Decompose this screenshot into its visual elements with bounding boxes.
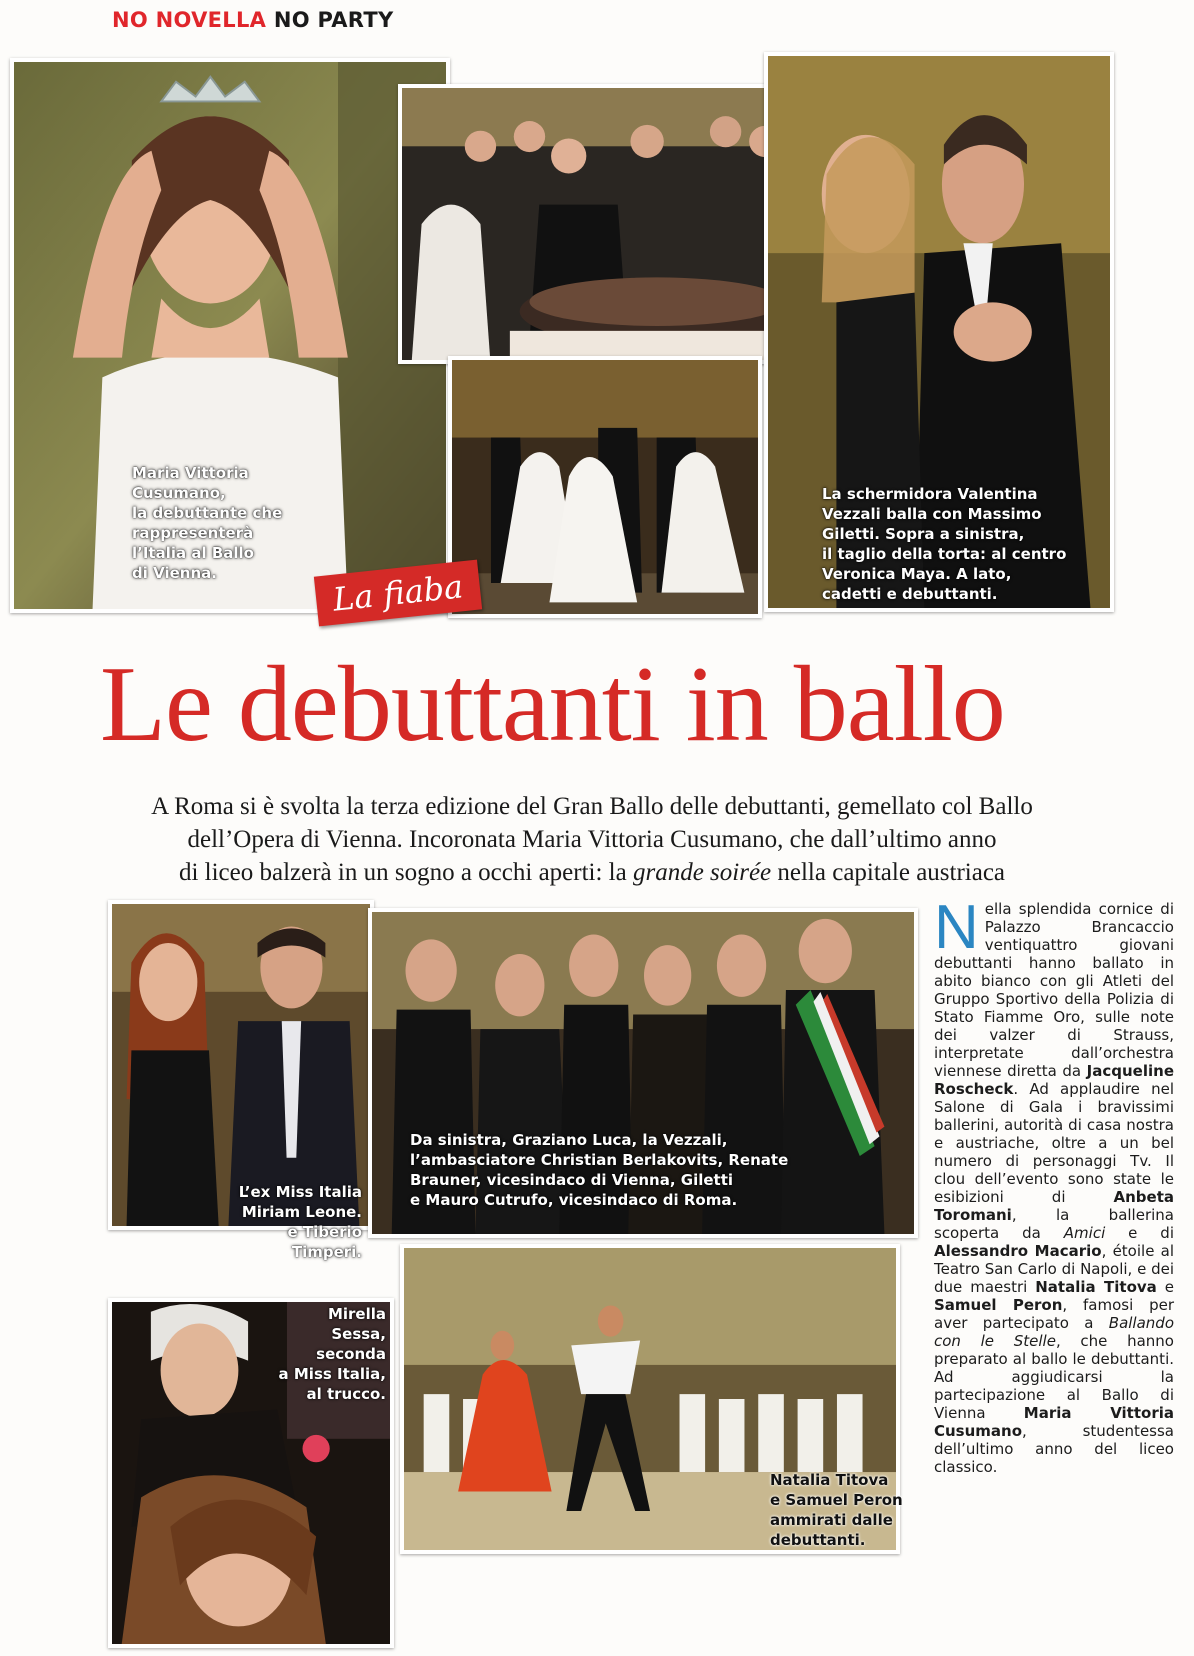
section-label: NO NOVELLA bbox=[112, 8, 267, 32]
subsection-label: NO PARTY bbox=[273, 8, 394, 32]
photo-leone-timperi bbox=[108, 900, 374, 1230]
caption-line: Maria Vittoria bbox=[132, 464, 249, 482]
section-tag: La fiaba bbox=[314, 560, 482, 627]
person-name: Jacqueline Roscheck bbox=[934, 1062, 1174, 1098]
caption-line: seconda bbox=[316, 1345, 386, 1363]
person-name: Natalia Titova bbox=[1035, 1278, 1157, 1296]
photo-cake-cutting bbox=[398, 84, 810, 364]
caption-group bbox=[410, 1130, 788, 1210]
caption-line: Cusumano, bbox=[132, 484, 226, 502]
article-body: Nella splendida cornice di Palazzo Brancaccio ventiquattro giovani debuttanti hanno ballato in abito bianco con gli Atleti del Gruppo Sportivo della Polizia di Stato Fiamme Oro, sulle note dei valzer di Strauss, interpretate dall’orchestra viennese diretta da Jacqueline Roscheck. Ad applaudire nel Salone di Gala i bravissimi ballerini, autorità di casa nostra e austriache, oltre a un bel numero di personaggi Tv. Il clou dell’evento sono state le esibizioni di Anbeta Toromani, la ballerina scoperta da Amici e di Alessandro Macario, étoile al Teatro San Carlo di Napoli, e dei due maestri Natalia Titova e Samuel Peron, famosi per aver partecipato a Ballando con le Stelle, che hanno preparato al ballo le debuttanti. Ad aggiudicarsi la partecipazione al Ballo di Vienna Maria Vittoria Cusumano, studentessa dell’ultimo anno del liceo classico. bbox=[934, 893, 1174, 1476]
caption-titova bbox=[770, 1470, 903, 1550]
lead-line: di liceo balzerà in un sogno a occhi aperti: la grande soirée nella capitale austriaca bbox=[178, 859, 1006, 886]
person-name: Anbeta Toromani bbox=[934, 1188, 1174, 1224]
caption-line: il taglio della torta: al centro bbox=[822, 545, 1067, 563]
caption-line: Vezzali balla con Massimo bbox=[822, 505, 1042, 523]
caption-line: Veronica Maya. A lato, bbox=[822, 565, 1012, 583]
caption-line: Da sinistra, Graziano Luca, la Vezzali, bbox=[410, 1131, 728, 1149]
person-name: Alessandro Macario bbox=[934, 1242, 1102, 1260]
lead-line: dell’Opera di Vienna. Incoronata Maria Vittoria Cusumano, che dall’ultimo anno bbox=[187, 826, 997, 853]
section-header bbox=[112, 8, 393, 32]
caption-line: di Vienna. bbox=[132, 564, 217, 582]
photo-cadets-debutantes bbox=[448, 356, 762, 618]
caption-line: L’ex Miss Italia bbox=[238, 1183, 362, 1201]
caption-line: rappresenterà bbox=[132, 524, 254, 542]
lead-emphasis: grande soirée bbox=[632, 859, 772, 886]
article-lead bbox=[112, 790, 1072, 889]
caption-crowned-debutante bbox=[132, 463, 282, 583]
show-title: Ballando con le Stelle bbox=[934, 1314, 1174, 1350]
caption-line: ammirati dalle bbox=[770, 1511, 893, 1529]
caption-line: Giletti. Sopra a sinistra, bbox=[822, 525, 1025, 543]
caption-line: e Mauro Cutrufo, vicesindaco di Roma. bbox=[410, 1191, 738, 1209]
caption-line: Mirella bbox=[327, 1305, 386, 1323]
person-name: Maria Vittoria Cusumano bbox=[934, 1404, 1174, 1440]
caption-line: Brauner, vicesindaco di Vienna, Giletti bbox=[410, 1171, 734, 1189]
lead-line: A Roma si è svolta la terza edizione del Gran Ballo delle debuttanti, gemellato col Ballo bbox=[151, 793, 1033, 820]
drop-cap: N bbox=[934, 893, 979, 962]
caption-line: e Samuel Peron bbox=[770, 1491, 903, 1509]
caption-line: al trucco. bbox=[306, 1385, 386, 1403]
caption-leone bbox=[236, 1182, 362, 1262]
article-title: Le debuttanti in ballo bbox=[100, 645, 1005, 764]
caption-line: debuttanti. bbox=[770, 1531, 866, 1549]
caption-line: cadetti e debuttanti. bbox=[822, 585, 998, 603]
show-title: Amici bbox=[1063, 1224, 1106, 1242]
caption-line: l’Italia al Ballo bbox=[132, 544, 254, 562]
caption-line: la debuttante che bbox=[132, 504, 283, 522]
caption-line: Miriam Leone. bbox=[241, 1203, 362, 1221]
caption-sessa bbox=[274, 1304, 386, 1404]
caption-line: a Miss Italia, bbox=[278, 1365, 386, 1383]
person-name: Samuel Peron bbox=[934, 1296, 1063, 1314]
caption-line: e Tiberio Timperi. bbox=[287, 1223, 362, 1261]
caption-line: Natalia Titova bbox=[770, 1471, 889, 1489]
caption-line: Sessa, bbox=[331, 1325, 386, 1343]
caption-line: La schermidora Valentina bbox=[822, 485, 1038, 503]
caption-vezzali bbox=[822, 484, 1066, 604]
caption-line: l’ambasciatore Christian Berlakovits, Renate bbox=[410, 1151, 789, 1169]
